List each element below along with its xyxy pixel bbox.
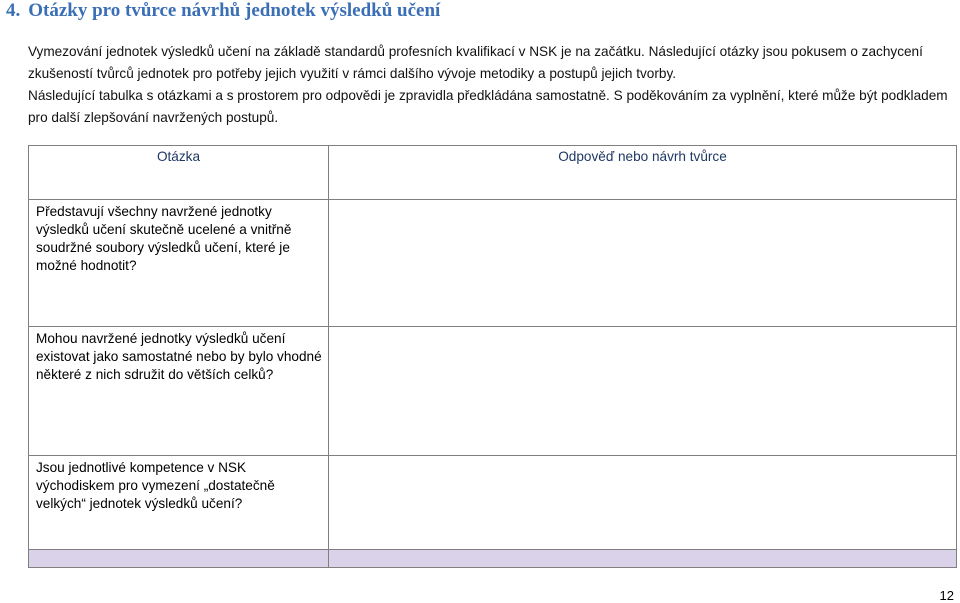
section-heading: [6, 0, 440, 22]
column-header-answer: Odpověď nebo návrh tvůrce: [329, 146, 957, 200]
table-row: [29, 327, 957, 456]
table-row: [29, 456, 957, 550]
question-cell: Jsou jednotlivé kompetence v NSK východiskem pro vymezení „dostatečně velkých“ jednotek výsledků učení?: [29, 456, 329, 550]
questions-table: [28, 145, 957, 568]
column-header-question: Otázka: [29, 146, 329, 200]
shaded-footer-row: [29, 550, 957, 568]
question-cell: Mohou navržené jednotky výsledků učení existovat jako samostatné nebo by bylo vhodné některé z nich sdružit do větších celků?: [29, 327, 329, 456]
page-number: 12: [939, 588, 954, 603]
question-cell: Představují všechny navržené jednotky výsledků učení skutečně ucelené a vnitřně soudržné soubory výsledků učení, které je možné hodnotit?: [29, 200, 329, 327]
shaded-cell: [329, 550, 957, 568]
table-header-row: [29, 146, 957, 200]
answer-cell[interactable]: [329, 456, 957, 550]
section-title: Otázky pro tvůrce návrhů jednotek výsledků učení: [28, 0, 441, 21]
intro-paragraph-2: Následující tabulka s otázkami a s prostorem pro odpovědi je zpravidla předkládána samostatně. S poděkováním za vyplnění, které může být podkladem pro další zlepšování navržených postupů.: [28, 88, 948, 125]
shaded-cell: [29, 550, 329, 568]
answer-cell[interactable]: [329, 200, 957, 327]
section-number: 4.: [6, 0, 21, 21]
answer-cell[interactable]: [329, 327, 957, 456]
table-row: [29, 200, 957, 327]
intro-paragraph-1: Vymezování jednotek výsledků učení na základě standardů profesních kvalifikací v NSK je na začátku. Následující otázky jsou pokusem o zachycení zkušeností tvůrců jednotek pro potřeby jejich využití v rámci dalšího vývoje metodiky a postupů jejich tvorby.: [28, 44, 923, 81]
